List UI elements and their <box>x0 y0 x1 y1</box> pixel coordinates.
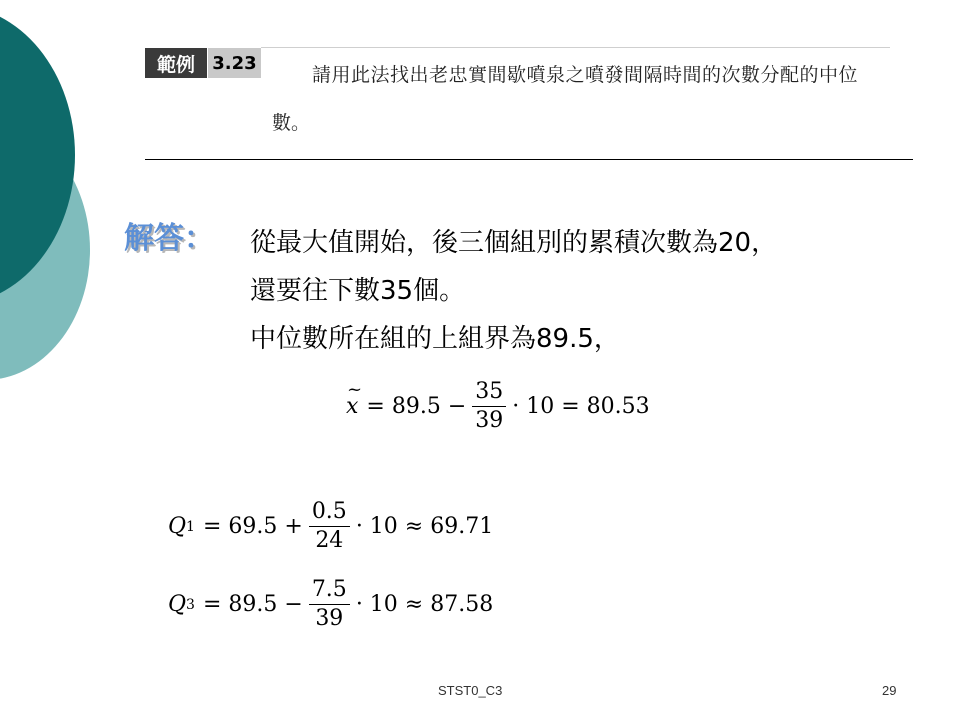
example-tag-label: 範例 <box>145 48 207 78</box>
median-formula <box>346 380 650 433</box>
question-text-line2: 數。 <box>272 112 311 134</box>
median-rhs: · 10 = 80.53 <box>512 394 650 419</box>
median-lhs: = 89.5 − <box>366 394 467 419</box>
q1-denominator: 24 <box>315 528 344 553</box>
q3-rhs: · 10 ≈ 87.58 <box>355 592 494 617</box>
q3-symbol: Q <box>168 592 187 617</box>
example-tag-number: 3.23 <box>208 48 261 78</box>
q3-lhs: = 89.5 − <box>202 592 303 617</box>
answer-line-3: 中位數所在組的上組界為89.5， <box>250 324 620 354</box>
q3-denominator: 39 <box>315 606 344 631</box>
median-fraction <box>472 380 506 433</box>
answer-label: 解答： <box>124 221 214 256</box>
q3-subscript: 3 <box>186 596 195 613</box>
q1-numerator: 0.5 <box>309 500 350 527</box>
median-symbol: ~ x <box>346 394 358 419</box>
q1-lhs: = 69.5 + <box>202 514 303 539</box>
q3-fraction <box>309 578 350 631</box>
footer-course-code: STST0_C3 <box>438 683 503 698</box>
answer-line-2: 還要往下數35個。 <box>250 276 466 306</box>
q1-symbol: Q <box>168 514 187 539</box>
q3-numerator: 7.5 <box>309 578 350 605</box>
footer-page-number: 29 <box>882 683 897 698</box>
q3-formula <box>168 578 493 631</box>
answer-line-1: 從最大值開始，後三個組別的累積次數為20， <box>250 228 778 258</box>
median-numerator: 35 <box>472 380 506 407</box>
q1-fraction <box>309 500 350 553</box>
section-divider <box>145 159 913 160</box>
header-rule <box>261 47 890 48</box>
question-text-line1: 請用此法找出老忠實間歇噴泉之噴發間隔時間的次數分配的中位 <box>312 64 859 86</box>
q1-rhs: · 10 ≈ 69.71 <box>355 514 494 539</box>
q1-subscript: 1 <box>186 518 195 535</box>
q1-formula <box>168 500 493 553</box>
median-denominator: 39 <box>475 408 504 433</box>
